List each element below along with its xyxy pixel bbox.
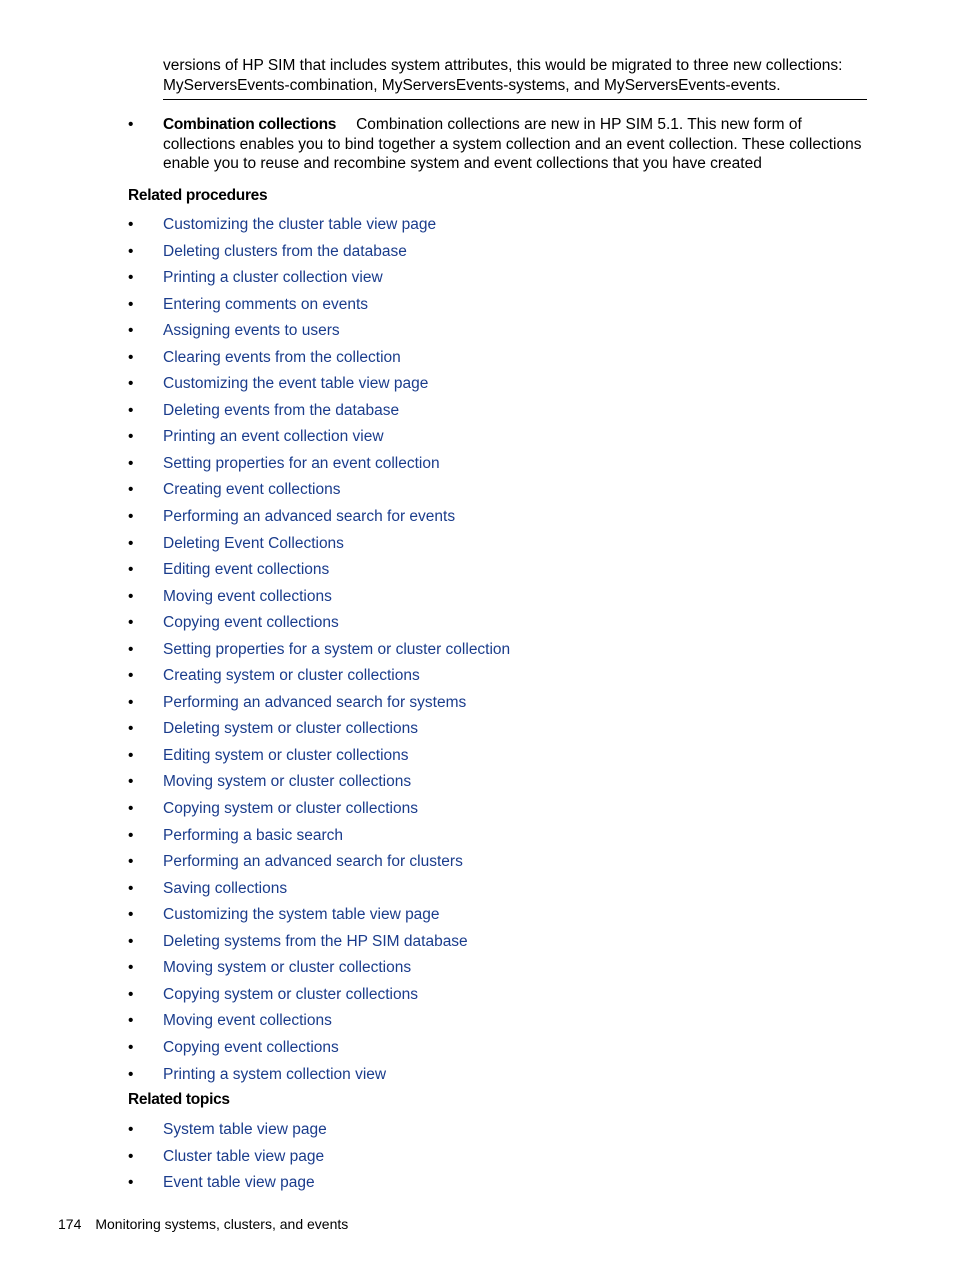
bullet-icon: • [128, 1147, 134, 1165]
bullet-icon: • [128, 614, 134, 632]
bullet-icon: • [128, 587, 134, 605]
bullet-icon: • [128, 746, 134, 764]
list-item [128, 215, 868, 242]
list-item [128, 587, 868, 614]
procedure-link[interactable]: Printing an event collection view [163, 428, 384, 446]
bullet-icon: • [128, 693, 134, 711]
combination-term: Combination collections [163, 116, 337, 133]
combination-text: Combination collections are new in HP SIM 5.1. This new form of collections enables you to bind together a system collection and an event collection. These collections enable you to reuse and recombine system and event collections that you have created [163, 116, 862, 172]
procedure-link[interactable]: System table view page [163, 1121, 327, 1138]
procedure-link[interactable]: Moving system or cluster collections [163, 773, 412, 791]
procedure-link[interactable]: Performing an advanced search for events [163, 508, 456, 526]
procedure-link[interactable]: Moving event collections [163, 587, 332, 605]
procedure-link[interactable]: Performing an advanced search for clusters [163, 853, 463, 871]
intro-paragraph [163, 56, 863, 95]
procedure-link[interactable]: Deleting events from the database [163, 401, 400, 419]
list-item [128, 1120, 868, 1147]
combination-body [163, 115, 868, 174]
list-item [128, 693, 868, 720]
bullet-icon: • [128, 932, 134, 950]
procedure-link[interactable]: Performing a basic search [163, 826, 344, 844]
procedure-link[interactable]: Copying system or cluster collections [163, 800, 418, 818]
bullet-icon: • [128, 295, 134, 313]
list-item [128, 295, 868, 322]
list-item [128, 799, 868, 826]
bullet-icon: • [128, 800, 134, 818]
list-item [128, 958, 868, 985]
list-item [128, 480, 868, 507]
procedure-link[interactable]: Clearing events from the collection [163, 348, 401, 366]
procedure-link[interactable]: Printing a system collection view [163, 1065, 387, 1083]
procedure-link[interactable]: Customizing the system table view page [163, 906, 440, 924]
list-item [128, 1011, 868, 1038]
intro-line-2: MyServersEvents-combination, MyServersEvents-systems, and MyServersEvents-events. [163, 76, 781, 94]
bullet-icon: • [128, 879, 134, 897]
bullet-icon: • [128, 1038, 134, 1056]
list-item [128, 879, 868, 906]
list-item [128, 560, 868, 587]
related-topics-list [128, 1120, 868, 1200]
list-item [128, 1038, 868, 1065]
bullet-icon: • [128, 1174, 134, 1192]
bullet-icon: • [128, 1121, 134, 1138]
bullet-icon: • [128, 985, 134, 1003]
bullet-icon: • [128, 1065, 134, 1083]
list-item [128, 746, 868, 773]
procedure-link[interactable]: Copying event collections [163, 1038, 339, 1056]
list-item [128, 666, 868, 693]
bullet-icon: • [128, 720, 134, 738]
horizontal-rule [163, 99, 867, 100]
related-procedures-list [128, 215, 868, 1091]
related-procedures-heading: Related procedures [128, 187, 268, 204]
list-item [128, 719, 868, 746]
bullet-icon: • [128, 454, 134, 472]
list-item [128, 772, 868, 799]
procedure-link[interactable]: Saving collections [163, 879, 288, 897]
procedure-link[interactable]: Customizing the event table view page [163, 375, 429, 393]
list-item [128, 905, 868, 932]
bullet-icon: • [128, 853, 134, 871]
bullet-icon: • [128, 401, 134, 419]
bullet-icon: • [128, 322, 134, 340]
procedure-link[interactable]: Copying event collections [163, 614, 339, 632]
list-item [128, 852, 868, 879]
procedure-link[interactable]: Deleting systems from the HP SIM database [163, 932, 468, 950]
procedure-link[interactable]: Printing a cluster collection view [163, 269, 383, 287]
list-item [128, 932, 868, 959]
list-item [128, 534, 868, 561]
bullet-icon: • [128, 242, 134, 260]
footer-section-title: Monitoring systems, clusters, and events [95, 1216, 349, 1232]
procedure-link[interactable]: Creating event collections [163, 481, 341, 499]
list-item [128, 613, 868, 640]
procedure-link[interactable]: Entering comments on events [163, 295, 369, 313]
bullet-icon: • [128, 826, 134, 844]
procedure-link[interactable]: Event table view page [163, 1174, 315, 1192]
procedure-link[interactable]: Setting properties for an event collection [163, 454, 440, 472]
bullet-icon: • [128, 508, 134, 526]
list-item [128, 640, 868, 667]
bullet-icon: • [128, 959, 134, 977]
list-item [128, 507, 868, 534]
procedure-link[interactable]: Setting properties for a system or cluster collection [163, 640, 511, 658]
bullet-icon: • [128, 1012, 134, 1030]
page-footer [58, 1215, 348, 1233]
bullet-icon: • [128, 348, 134, 366]
procedure-link[interactable]: Customizing the cluster table view page [163, 216, 437, 233]
procedure-link[interactable]: Assigning events to users [163, 322, 340, 340]
bullet-icon: • [128, 375, 134, 393]
bullet-icon: • [128, 428, 134, 446]
list-item [128, 826, 868, 853]
bullet-icon: • [128, 481, 134, 499]
bullet-icon: • [128, 773, 134, 791]
list-item [128, 242, 868, 269]
intro-line-1: versions of HP SIM that includes system attributes, this would be migrated to three new collections: [163, 57, 843, 74]
list-item [128, 321, 868, 348]
list-item [128, 1173, 868, 1200]
procedure-link[interactable]: Cluster table view page [163, 1147, 325, 1165]
bullet-icon: • [128, 906, 134, 924]
list-item [128, 348, 868, 375]
list-item [128, 374, 868, 401]
list-item [128, 454, 868, 481]
related-topics-heading: Related topics [128, 1091, 230, 1108]
bullet-icon: • [128, 534, 134, 552]
list-item [128, 985, 868, 1012]
bullet-icon: • [128, 561, 134, 579]
procedure-link[interactable]: Moving system or cluster collections [163, 959, 412, 977]
list-item [128, 1147, 868, 1174]
bullet-icon: • [128, 667, 134, 685]
procedure-link[interactable]: Copying system or cluster collections [163, 985, 418, 1003]
procedure-link[interactable]: Creating system or cluster collections [163, 667, 420, 685]
bullet-icon: • [128, 116, 134, 133]
procedure-link[interactable]: Deleting clusters from the database [163, 242, 407, 260]
procedure-link[interactable]: Moving event collections [163, 1012, 332, 1030]
procedure-link[interactable]: Deleting Event Collections [163, 534, 344, 552]
bullet-icon: • [128, 269, 134, 287]
procedure-link[interactable]: Deleting system or cluster collections [163, 720, 418, 738]
procedure-link[interactable]: Performing an advanced search for systems [163, 693, 467, 711]
bullet-icon: • [128, 216, 134, 233]
list-item [128, 401, 868, 428]
list-item [128, 268, 868, 295]
page-number: 174 [58, 1216, 82, 1232]
list-item [128, 1065, 868, 1092]
list-item [128, 427, 868, 454]
procedure-link[interactable]: Editing event collections [163, 561, 330, 579]
combination-collections-item [128, 115, 868, 174]
bullet-icon: • [128, 640, 134, 658]
procedure-link[interactable]: Editing system or cluster collections [163, 746, 409, 764]
